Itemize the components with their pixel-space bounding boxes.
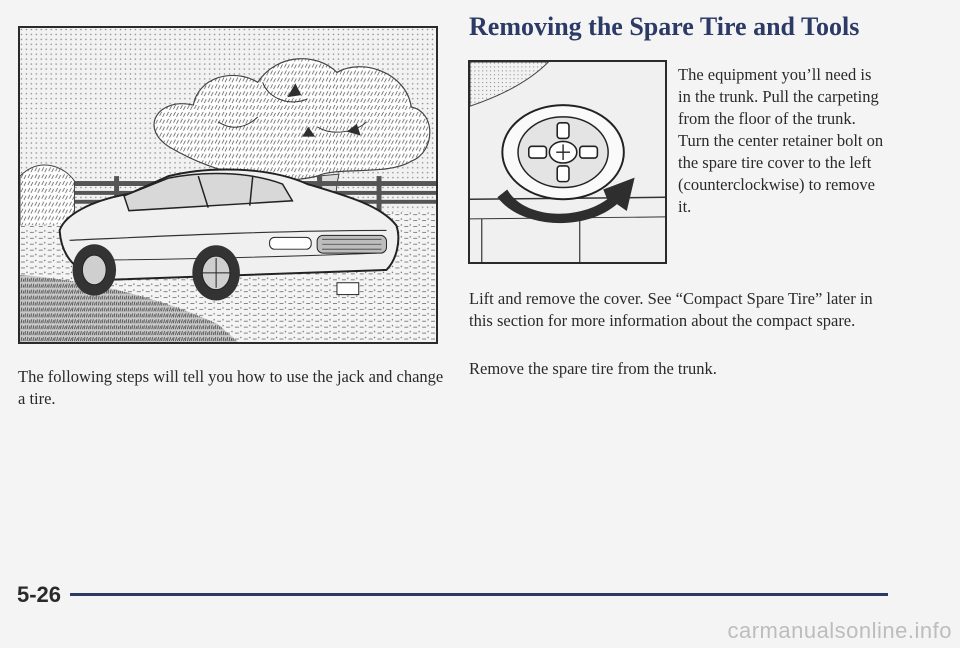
lift-cover-paragraph: Lift and remove the cover. See “Compact Spare Tire” later in this section for more information about the compact spare. [469, 289, 873, 330]
equipment-instructions: The equipment you’ll need is in the trunk. Pull the carpeting from the floor of the trunk. Turn the center retainer bolt on the spare tire cover to the left (counterclockwise) to remove it. [678, 65, 884, 216]
footer-rule [70, 593, 888, 596]
section-heading: Removing the Spare Tire and Tools [469, 12, 860, 41]
car-illustration [18, 26, 438, 344]
remove-tire-paragraph: Remove the spare tire from the trunk. [469, 359, 717, 378]
trunk-illustration [468, 60, 667, 264]
intro-paragraph: The following steps will tell you how to use the jack and change a tire. [18, 367, 444, 408]
page-number: 5-26 [17, 582, 62, 607]
watermark: carmanualsonline.info [727, 618, 952, 643]
